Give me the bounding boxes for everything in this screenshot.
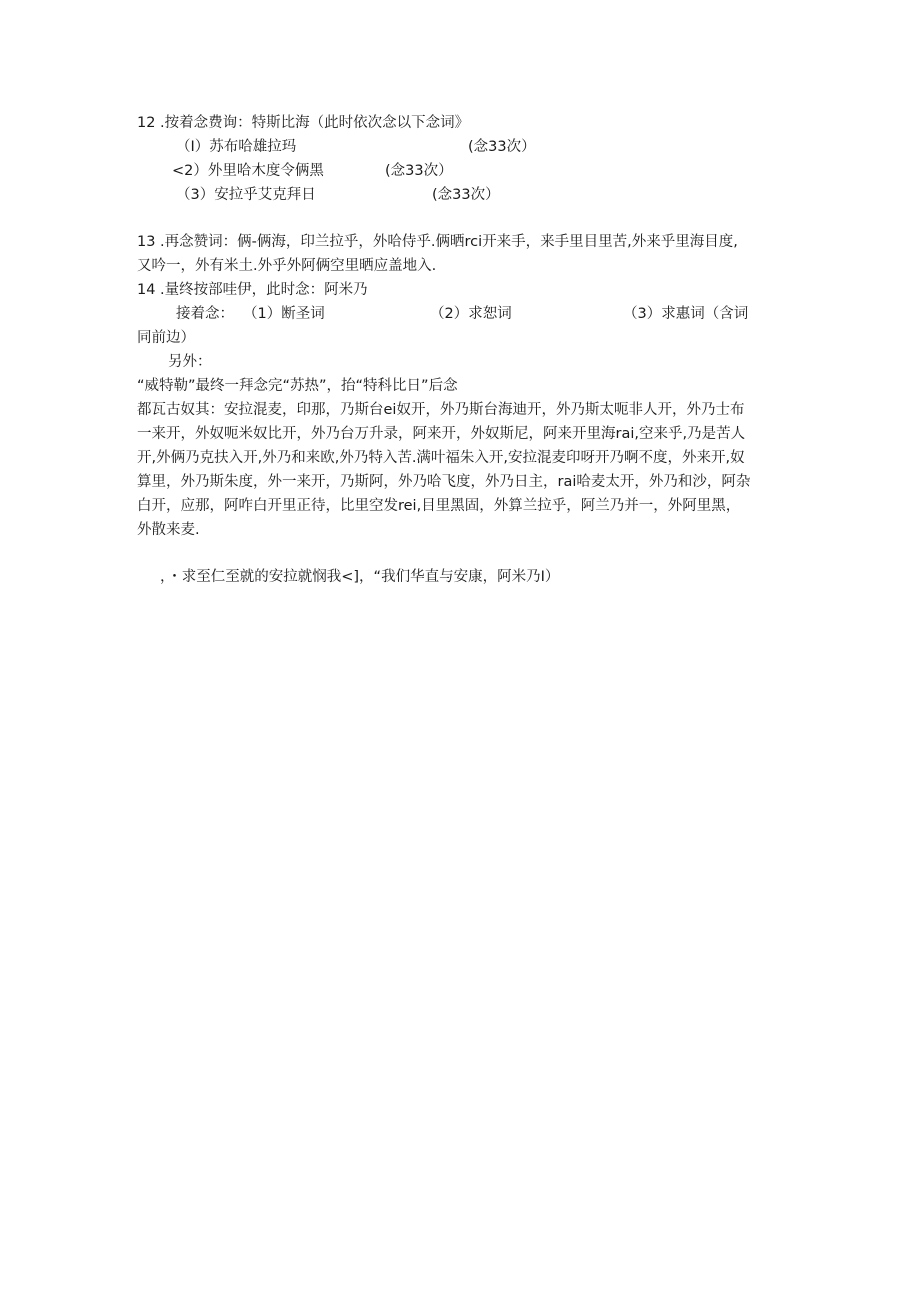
item-12-row-1-name: （I）苏布哈雄拉玛	[176, 139, 297, 155]
prayer-line-4: 算里，外乃斯朱度，外一来开，乃斯阿，外乃哈飞度，外乃日主，rai哈麦太开，外乃和沙，阿杂	[137, 474, 751, 490]
item-12-row-1-count: (念33次）	[468, 139, 536, 155]
item-14-wrap: 同前边）	[137, 330, 195, 346]
prayer-line-5: 白开，应那，阿咋白开里正待，比里空发rei,目里黑固，外算兰拉乎，阿兰乃并一，外阿里黑，	[137, 498, 741, 514]
prayer-line-2: 一来开，外奴呃米奴比开，外乃台万升录，阿来开，外奴斯尼，阿来开里海rai,空来乎,乃是苦人	[137, 426, 746, 442]
item-12-row-3-count: (念33次）	[432, 187, 500, 203]
closing-line: ，・求至仁至就的安拉就悯我<]，“我们华直与安康，阿米乃I）	[160, 569, 560, 585]
prayer-line-3: 开,外俩乃克扶入开,外乃和来欧,外乃特入苦.满叶福朱入开,安拉混麦印呀开乃啊不度，外来开,奴	[137, 450, 745, 466]
extra-line: “威特勒”最终一拜念完“苏热”，抬“特科比日”后念	[137, 378, 458, 394]
item-14-sub-item-2: （2）求恕词	[430, 306, 512, 322]
item-13-line-1: 13 .再念赞词：俩-俩海，印兰拉乎，外哈侍乎.俩晒rci开来手，来手里目里苦,外来乎里海目度,	[137, 234, 738, 250]
item-14-sub-label: 接着念：	[176, 306, 234, 322]
item-12-heading: 12 .按着念费询：特斯比海（此时依次念以下念词》	[137, 115, 470, 131]
item-12-row-3-name: （3）安拉乎艾克拜日	[176, 187, 316, 203]
item-14-sub-item-3: （3）求惠词（含词	[623, 306, 749, 322]
item-12-row-2-name: <2）外里哈木度令俩黑	[172, 163, 324, 179]
extra-label: 另外：	[168, 354, 212, 370]
item-14-heading: 14 .量终按部哇伊，此时念：阿米乃	[137, 282, 368, 298]
item-14-sub-item-1: （1）断圣词	[243, 306, 325, 322]
prayer-line-1: 都瓦古奴其：安拉混麦，印那，乃斯台ei奴开，外乃斯台海迪开，外乃斯太呃非人开，外乃士布	[137, 402, 745, 418]
item-12-row-2-count: (念33次）	[385, 163, 453, 179]
prayer-line-6: 外散来麦.	[137, 522, 200, 538]
item-13-line-2: 又吟一，外有米土.外乎外阿俩空里晒应盖地入.	[137, 258, 437, 274]
